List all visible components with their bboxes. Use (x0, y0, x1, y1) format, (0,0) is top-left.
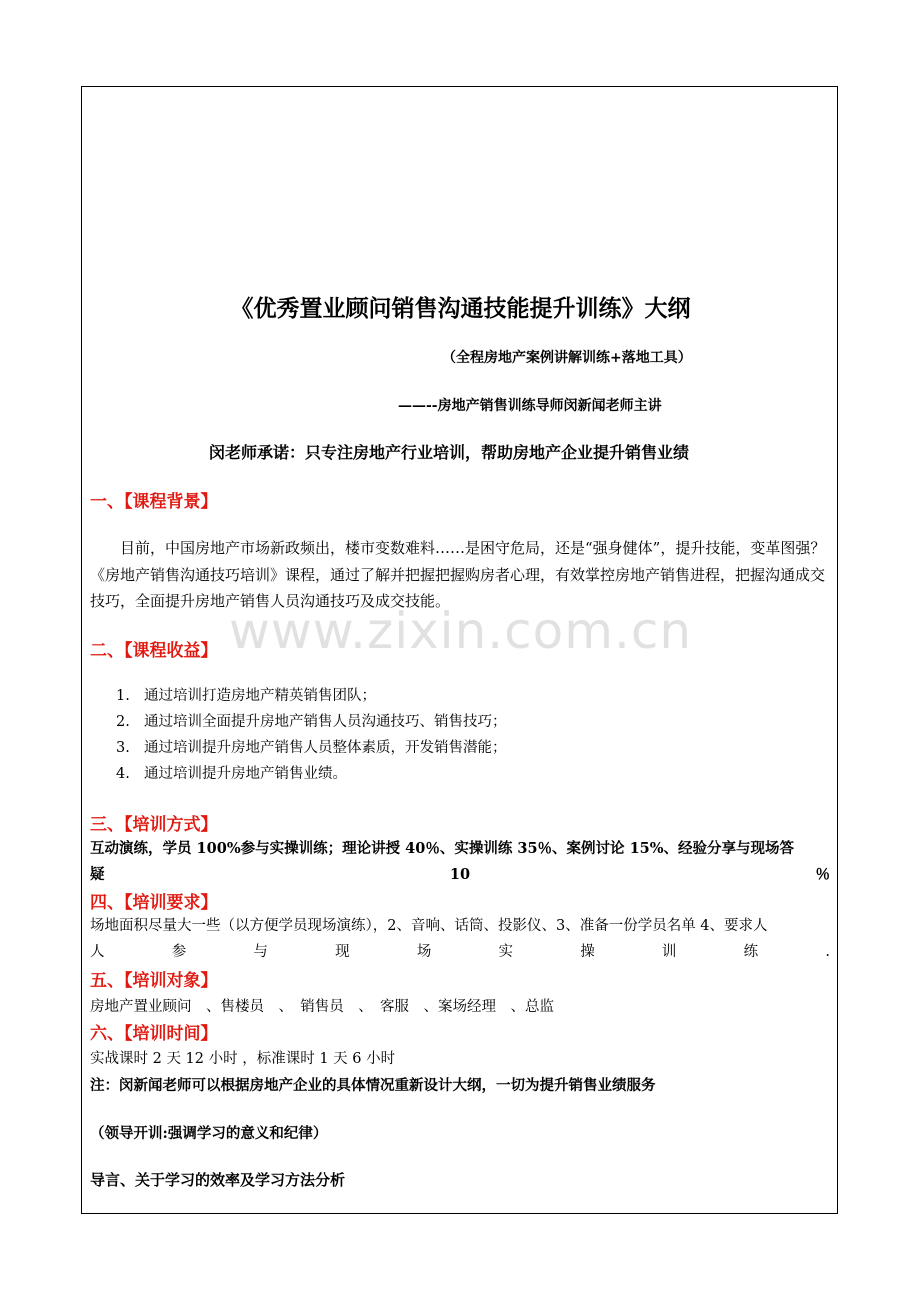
document-title: 《优秀置业顾问销售沟通技能提升训练》大纲 (230, 295, 691, 322)
opening-line: （领导开训:强调学习的意义和纪律） (90, 1125, 328, 1142)
list-item: 1. 通过培训打造房地产精英销售团队； (116, 688, 376, 704)
time-note: 注：闵新闻老师可以根据房地产企业的具体情况重新设计大纲，一切为提升销售业绩服务 (90, 1077, 656, 1094)
list-item: 4. 通过培训提升房地产销售业绩。 (116, 766, 347, 782)
document-subtitle: （全程房地产案例讲解训练+落地工具） (442, 350, 692, 366)
section-heading-method: 三、【培训方式】 (90, 815, 218, 835)
watermark: www.zixin.com.cn (228, 602, 693, 660)
audience-text: 房地产置业顾问 、售楼员 、 销售员 、 客服 、案场经理 、总监 (90, 999, 554, 1015)
section-heading-benefits: 二、【课程收益】 (90, 641, 218, 661)
background-paragraph: 目前，中国房地产市场新政频出，楼市变数难料……是困守危局，还是“强身健体”，提升技能，变革图强？《房地产销售沟通技巧培训》课程，通过了解并把握把握购房者心理，有效掌控房地产销售进程，把握沟通成交技巧，全面提升房地产销售人员沟通技巧及成交技能。 (90, 539, 826, 610)
method-line-2: 疑 10 ％ (90, 866, 830, 883)
time-text: 实战课时 2 天 12 小时 ，标准课时 1 天 6 小时 (90, 1051, 396, 1067)
method-text (90, 836, 830, 888)
benefits-list (116, 683, 507, 787)
list-item: 3. 通过培训提升房地产销售人员整体素质，开发销售潜能； (116, 740, 507, 756)
intro-line: 导言、关于学习的效率及学习方法分析 (90, 1171, 346, 1189)
promise-line: 闵老师承诺：只专注房地产行业培训，帮助房地产企业提升销售业绩 (209, 443, 690, 462)
document-frame (81, 86, 838, 1214)
requirements-line-2: 人 参 与 现 场 实 操 训 练 . (90, 944, 830, 960)
author-line: ——--房地产销售训练导师闵新闻老师主讲 (398, 398, 662, 414)
section-heading-time: 六、【培训时间】 (90, 1024, 218, 1044)
section-heading-requirements: 四、【培训要求】 (90, 893, 218, 913)
list-item: 2. 通过培训全面提升房地产销售人员沟通技巧、销售技巧； (116, 714, 507, 730)
requirements-text (90, 913, 830, 965)
requirements-line-1: 场地面积尽量大一些（以方便学员现场演练），2、音响、话筒、投影仪、3、准备一份学员名单 4、要求人 (90, 918, 768, 934)
section-heading-background: 一、【课程背景】 (90, 492, 218, 512)
section-heading-audience: 五、【培训对象】 (90, 971, 218, 991)
method-line-1: 互动演练，学员 100%参与实操训练；理论讲授 40％、实操训练 35％、案例讨论 15%、经验分享与现场答 (90, 840, 795, 857)
